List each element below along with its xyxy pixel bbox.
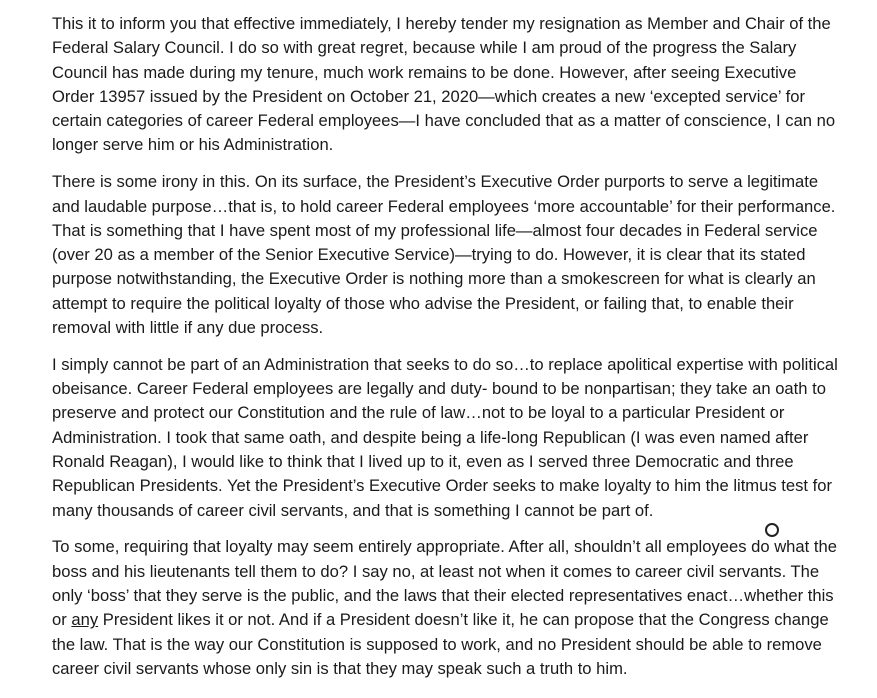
paragraph-4-before: To some, requiring that loyalty may seem entirely appropriate. After all, shouldn’t all employees do what the boss and his lieutenants tell them to do? I say no, at least not when it comes to career civil servants. The only ‘boss’ that they serve is the public, and the laws that their elected representatives enact…whether this or xyxy=(52,537,837,630)
paragraph-1: This it to inform you that effective immediately, I hereby tender my resignation as Member and Chair of the Federal Salary Council. I do so with great regret, because while I am proud of the progress the Salary Council has made during my tenure, much work remains to be done. However, after seeing Executive Order 13957 issued by the President on October 21, 2020—which creates a new ‘excepted service’ for certain categories of career Federal employees—I have concluded that as a matter of conscience, I can no longer serve him or his Administration. xyxy=(52,14,836,155)
paragraph-2: There is some irony in this. On its surface, the President’s Executive Order purports to serve a legitimate and laudable purpose…that is, to hold career Federal employees ‘more accountable’ for their performance. That is something that I have spent most of my professional life—almost four decades in Federal service (over 20 as a member of the Senior Executive Service)—trying to do. However, it is clear that its stated purpose notwithstanding, the Executive Order is nothing more than a smokescreen for what is clearly an attempt to require the political loyalty of those who advise the President, or failing that, to enable their removal with little if any due process. xyxy=(52,172,836,338)
paragraph-4 xyxy=(52,535,842,681)
ring-cursor-icon xyxy=(765,523,779,537)
underlined-word: any xyxy=(71,610,99,630)
paragraph-3: I simply cannot be part of an Administration that seeks to do so…to replace apolitical expertise with political obeisance. Career Federal employees are legally and duty- bound to be nonpartisan; they take an oath to preserve and protect our Constitution and the rule of law…not to be loyal to a particular President or Administration. I took that same oath, and despite being a life-long Republican (I was even named after Ronald Reagan), I would like to think that I lived up to it, even as I served three Democratic and three Republican Presidents. Yet the President’s Executive Order seeks to make loyalty to him the litmus test for many thousands of career civil servants, and that is something I cannot be part of. xyxy=(52,354,838,520)
letter-body xyxy=(52,12,842,694)
paragraph-4-after: President likes it or not. And if a President doesn’t like it, he can propose that the Congress change the law. That is the way our Constitution is supposed to work, and no President should be able to remove career civil servants whose only sin is that they may speak such a truth to him. xyxy=(52,610,829,678)
